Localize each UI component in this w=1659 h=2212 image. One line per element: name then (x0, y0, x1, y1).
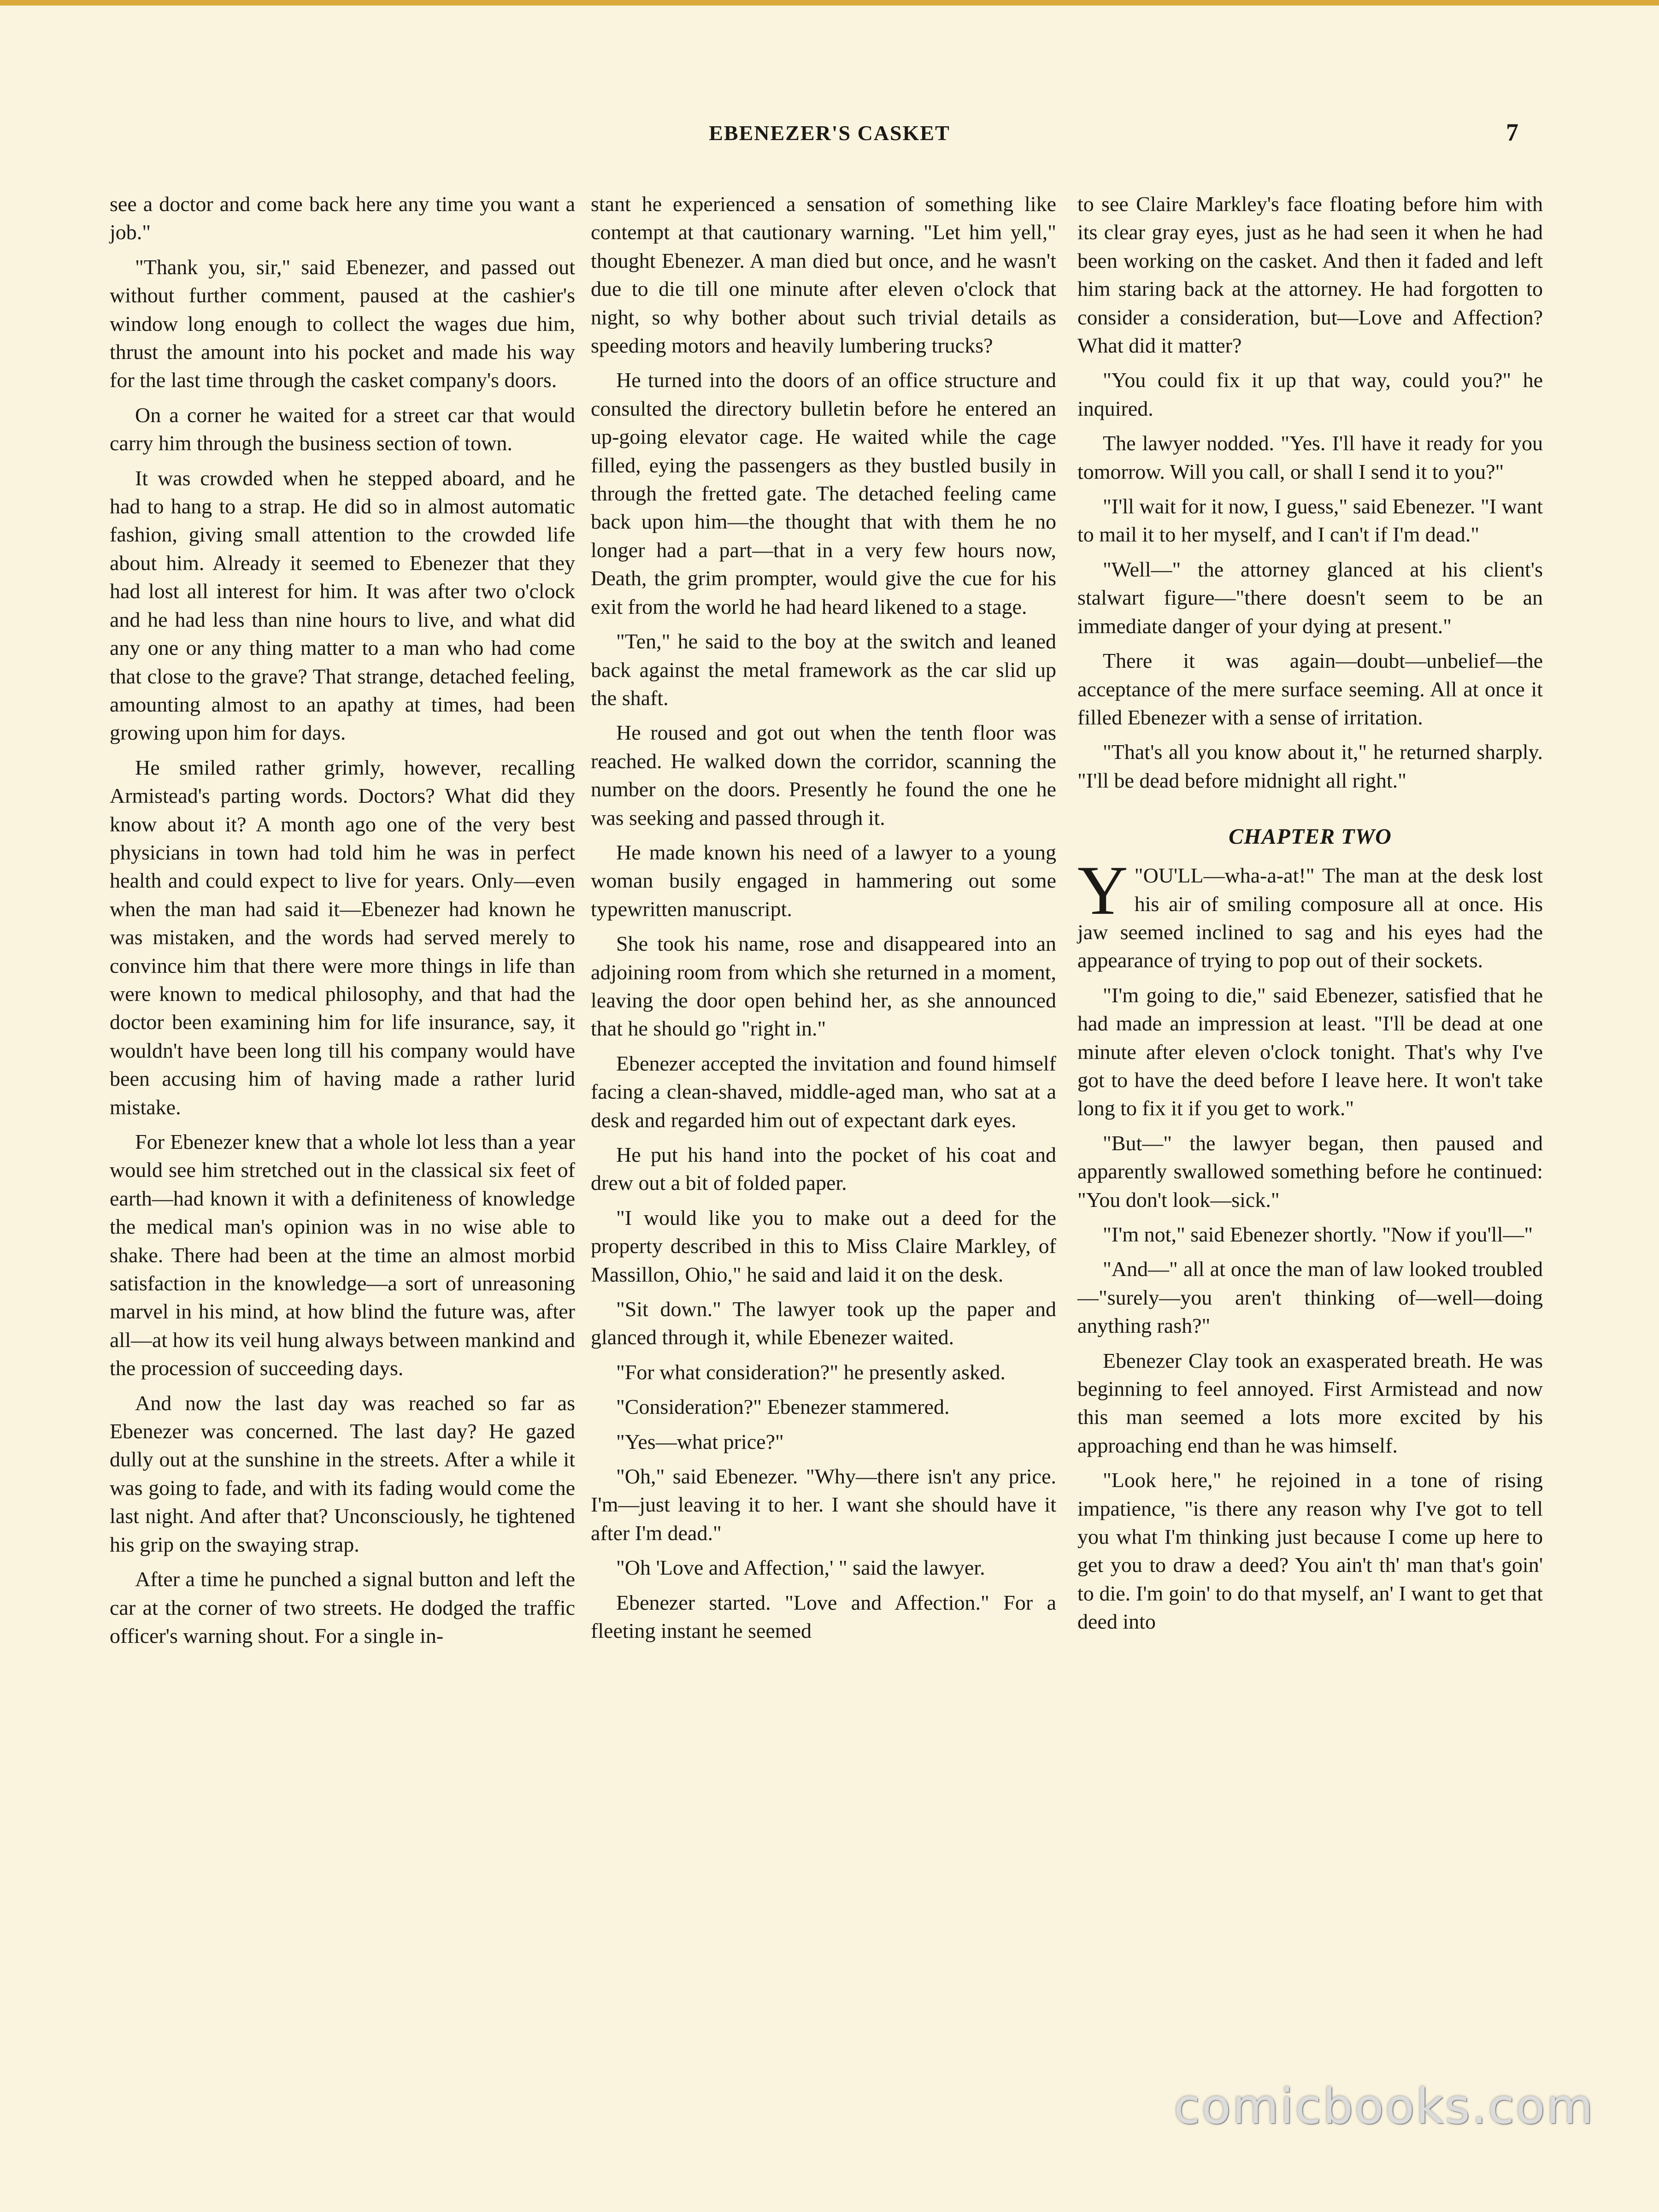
text-column-2 (591, 190, 1056, 1645)
paragraph: "I'm going to die," said Ebenezer, satisfied that he had made an impression at least. "I'll be dead at one minute after eleven o'clock tonight. That's why I've got to have the deed before I leave here. It won't take long to fix it if you get to work." (1077, 983, 1543, 1120)
paragraph: He made known his need of a lawyer to a young woman busily engaged in hammering out some typewritten manuscript. (591, 840, 1056, 921)
paragraph: He roused and got out when the tenth floor was reached. He walked down the corridor, scanning the number on the doors. Presently he found the one he was seeking and passed through it. (591, 721, 1056, 830)
text-column-1 (110, 190, 575, 1650)
paragraph: "Thank you, sir," said Ebenezer, and passed out without further comment, paused at the cashier's window long enough to collect the wages due him, thrust the amount into his pocket and made his way for the last time through the casket company's doors. (110, 255, 575, 392)
paragraph: Ebenezer accepted the invitation and found himself facing a clean-shaved, middle-aged man, who sat at a desk and regarded him out of expectant dark eyes. (591, 1051, 1056, 1132)
paragraph: "For what consideration?" he presently asked. (616, 1360, 1006, 1384)
paragraph: "Look here," he rejoined in a tone of rising impatience, "is there any reason why I've got to tell you what I'm thinking just because I come up here to get you to draw a deed? You ain't th' man that's goin' to die. I'm goin' to do that myself, an' I want to get that deed into (1077, 1468, 1543, 1634)
running-head: EBENEZER'S CASKET (709, 121, 950, 145)
paragraph: "Well—" the attorney glanced at his client's stalwart figure—"there doesn't seem to be an immediate danger of your dying at present." (1077, 557, 1543, 638)
paragraph: He put his hand into the pocket of his coat and drew out a bit of folded paper. (591, 1143, 1056, 1195)
paragraph: Ebenezer Clay took an exasperated breath. He was beginning to feel annoyed. First Armistead and now this man seemed a lots more excited by his approaching end than he was himself. (1077, 1348, 1543, 1457)
paragraph: "But—" the lawyer began, then paused and apparently swallowed something before he continued: "You don't look—sick." (1077, 1131, 1543, 1212)
paragraph: It was crowded when he stepped aboard, and he had to hang to a strap. He did so in almost automatic fashion, giving small attention to the crowded life about him. Already it seemed to Ebenezer that they had lost all interest for him. It was after two o'clock and he had less than nine hours to live, and what did any one or any thing matter to a man who had come that close to the grave? That strange, detached feeling, amounting almost to an apathy at times, had been growing upon him for days. (110, 466, 575, 745)
paragraph: to see Claire Markley's face floating before him with its clear gray eyes, just as he had seen it when he had been working on the casket. And then it faded and left him staring back at the attorney. He had forgotten to consider a consideration, but—Love and Affection? What did it matter? (1077, 192, 1543, 358)
paragraph: For Ebenezer knew that a whole lot less than a year would see him stretched out in the classical six feet of earth—had known it with a definiteness of knowledge the medical man's opinion was in no wise able to shake. There had been at the time an almost morbid satisfaction in the knowledge—a sort of unreasoning marvel in his mind, at how blind the future was, after all—at how its veil hung always between mankind and the procession of succeeding days. (110, 1130, 575, 1380)
paragraph: "Yes—what price?" (616, 1430, 784, 1453)
chapter-opening-text: OU'LL—wha-a-at!" The man at the desk lost his air of smiling composure all at once. His jaw seemed inclined to sag and his eyes had the appearance of trying to pop out of their sockets. (1077, 864, 1543, 972)
paragraph: And now the last day was reached so far as Ebenezer was concerned. The last day? He gazed dully out at the sunshine in the streets. After a while it was going to fade, and with its fading would come the last night. And after that? Unconsciously, he tightened his grip on the swaying strap. (110, 1391, 575, 1556)
paragraph: "And—" all at once the man of law looked troubled—"surely—you aren't thinking of—well—doing anything rash?" (1077, 1257, 1543, 1338)
chapter-heading: CHAPTER TWO (1229, 824, 1392, 849)
text-column-3 (1077, 190, 1543, 1636)
paragraph: "Sit down." The lawyer took up the paper and glanced through it, while Ebenezer waited. (591, 1297, 1056, 1349)
paragraph: Ebenezer started. "Love and Affection." For a fleeting instant he seemed (591, 1590, 1056, 1643)
paragraph: "I'm not," said Ebenezer shortly. "Now if you'll—" (1103, 1223, 1533, 1246)
paragraph: He turned into the doors of an office structure and consulted the directory bulletin before he entered an up-going elevator cage. He waited while the cage filled, eying the passengers as they bustled busily in through the fretted gate. The detached feeling came back upon him—the thought that with them he no longer had a part—that in a very few hours now, Death, the grim prompter, would give the cue for his exit from the world he had heard likened to a stage. (591, 368, 1056, 618)
paragraph: "That's all you know about it," he returned sharply. "I'll be dead before midnight all right." (1077, 740, 1543, 792)
paragraph: "Oh 'Love and Affection,' " said the lawyer. (616, 1556, 985, 1580)
paragraph: After a time he punched a signal button and left the car at the corner of two streets. He dodged the traffic officer's warning shout. For a single in- (110, 1567, 575, 1647)
paragraph: There it was again—doubt—unbelief—the acceptance of the mere surface seeming. All at once it filled Ebenezer with a sense of irritation. (1077, 649, 1543, 729)
paragraph: "You could fix it up that way, could you?" he inquired. (1077, 368, 1543, 420)
drop-cap: Y (1077, 852, 1128, 930)
chapter-opening-paragraph (1077, 852, 1543, 975)
paragraph: see a doctor and come back here any time you want a job." (110, 192, 575, 244)
paragraph: "Ten," he said to the boy at the switch and leaned back against the metal framework as the car slid up the shaft. (591, 629, 1056, 710)
paragraph: The lawyer nodded. "Yes. I'll have it ready for you tomorrow. Will you call, or shall I send it to you?" (1077, 431, 1543, 483)
watermark-logo: comicbooks.com (1173, 2078, 1594, 2135)
paragraph: She took his name, rose and disappeared into an adjoining room from which she returned in a moment, leaving the door open behind her, as she announced that he should go "right in." (591, 932, 1056, 1041)
page-number: 7 (1506, 118, 1518, 146)
paragraph: "Oh," said Ebenezer. "Why—there isn't any price. I'm—just leaving it to her. I want she should have it after I'm dead." (591, 1465, 1056, 1545)
paragraph: On a corner he waited for a street car that would carry him through the business section of town. (110, 403, 575, 455)
paragraph: He smiled rather grimly, however, recalling Armistead's parting words. Doctors? What did they know about it? A month ago one of the very best physicians in town had told him he was in perfect health and could expect to live for years. Only—even when the man had said it—Ebenezer had known he was mistaken, and the words had served merely to convince him that there were more things in life than were known to medical philosophy, and that had the doctor been examining him for life insurance, say, it wouldn't have been long till his company would have been accusing him of having made a rather lurid mistake. (110, 755, 575, 1119)
paragraph: "I would like you to make out a deed for the property described in this to Miss Claire Markley, of Massillon, Ohio," he said and laid it on the desk. (591, 1206, 1056, 1286)
paragraph: "I'll wait for it now, I guess," said Ebenezer. "I want to mail it to her myself, and I can't if I'm dead." (1077, 494, 1543, 547)
paragraph: stant he experienced a sensation of something like contempt at that cautionary warning. "Let him yell," thought Ebenezer. A man died but once, and he wasn't due to die till one minute after eleven o'clock that night, so why bother about such trivial details as speeding motors and heavily lumbering trucks? (591, 192, 1056, 358)
paragraph: "Consideration?" Ebenezer stammered. (616, 1395, 950, 1419)
opening-quote: " (1134, 864, 1143, 888)
